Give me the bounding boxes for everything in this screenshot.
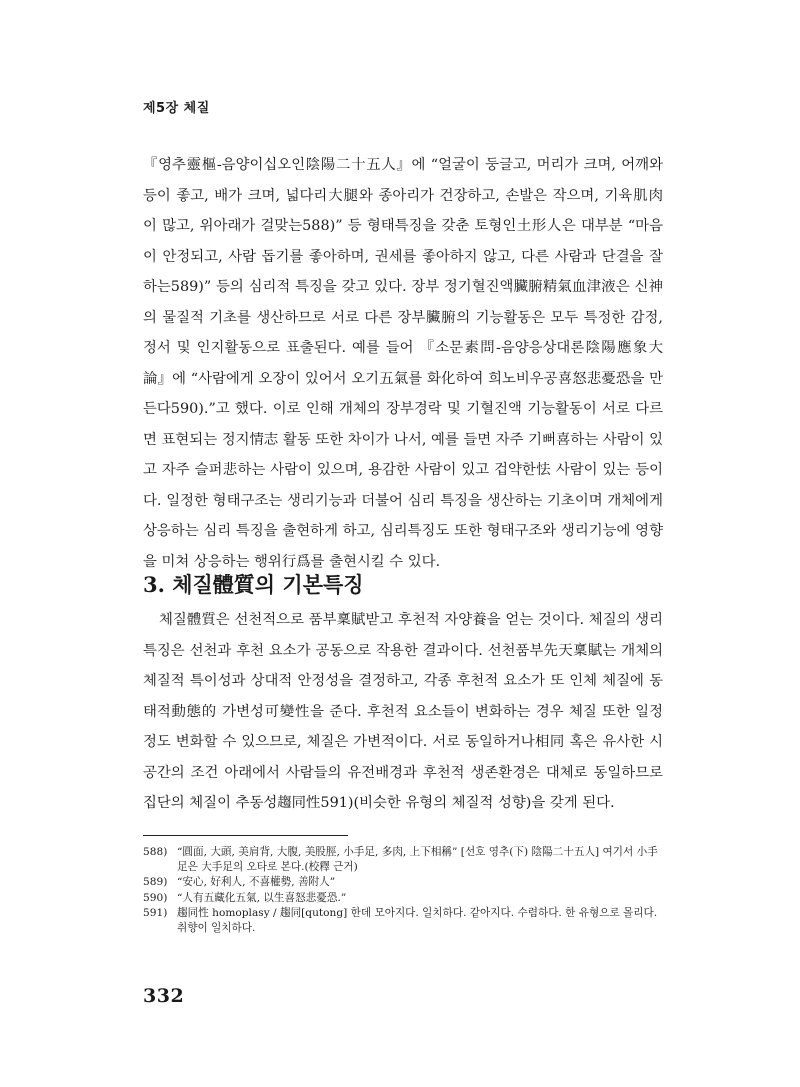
- footnote-item: [143, 845, 668, 875]
- footnote-text: “圓面, 大頭, 美肩背, 大腹, 美股脛, 小手足, 多肉, 上下相稱” [선호 영추(下) 陰陽二十五人] 여기서 小手足은 大手足의 오타로 본다.(校釋 근거): [177, 846, 658, 874]
- footnote-divider: [143, 835, 348, 836]
- footnote-text: 趨同性 homoplasy / 趨同[qutong] 한데 모아지다. 일치하다. 같아지다. 수렴하다. 한 유형으로 몰리다. 취향이 일치하다.: [177, 906, 658, 935]
- footnote-item: [143, 906, 668, 936]
- section-heading: 3. 체질體質의 기본특징: [143, 572, 364, 597]
- footnote-list: [143, 845, 668, 936]
- footnote-text: “安心, 好利人, 不喜權勢, 善附人”: [177, 876, 336, 889]
- footnote-item: [143, 875, 668, 890]
- footnote-text: “人有五藏化五氣, 以生喜怒悲憂恐.”: [177, 891, 347, 904]
- page-number: 332: [143, 985, 185, 1007]
- paragraph-body-2: [143, 605, 663, 819]
- footnote-number: 590): [143, 891, 168, 904]
- footnote-number: 589): [143, 876, 168, 889]
- paragraph-2-text: 체질體質은 선천적으로 품부稟賦받고 후천적 자양養을 얻는 것이다. 체질의 생리특징은 선천과 후천 요소가 공동으로 작용한 결과이다. 선천품부先天稟賦는 개체의 체질적 특이성과 상대적 안정성을 결정하고, 각종 후천적 요소가 또 인체 체질에 동태적動態的 가변성可變性을 준다. 후천적 요소들이 변화하는 경우 체질 또한 일정 정도 변화할 수 있으므로, 체질은 가변적이다. 서로 동일하거나相同 혹은 유사한 시공간의 조건 아래에서 사람들의 유전배경과 후천적 생존환경은 대체로 동일하므로 집단의 체질이 추동성趨同性591)(비슷한 유형의 체질적 성향)을 갖게 된다.: [143, 612, 663, 811]
- paragraph-body-1: 『영추靈樞-음양이십오인陰陽二十五人』에 “얼굴이 둥글고, 머리가 크며, 어깨와 등이 좋고, 배가 크며, 넓다리大腿와 종아리가 건장하고, 손발은 작으며, 기육肌肉이 많고, 위아래가 걸맞는588)” 등 형태특징을 갖춘 토형인土形人은 대부분 “마음이 안정되고, 사람 돕기를 좋아하며, 권세를 좋아하지 않고, 다른 사람과 단결을 잘 하는589)” 등의 심리적 특징을 갖고 있다. 장부 정기혈진액臟腑精氣血津液은 신神의 물질적 기초를 생산하므로 서로 다른 장부臟腑의 기능활동은 모두 특정한 감정, 정서 및 인지활동으로 표출된다. 예를 들어 『소문素問-음양응상대론陰陽應象大論』에 “사람에게 오장이 있어서 오기五氣를 화化하여 희노비우공喜怒悲憂恐을 만든다590).”고 했다. 이로 인해 개체의 장부경락 및 기혈진액 기능활동이 서로 다르면 표현되는 정지情志 활동 또한 차이가 나서, 예를 들면 자주 기뻐喜하는 사람이 있고 자주 슬퍼悲하는 사람이 있으며, 용감한 사람이 있고 겁약한怯 사람이 있는 등이다. 일정한 형태구조는 생리기능과 더불어 심리 특징을 생산하는 기초이며 개체에게 상응하는 심리 특징을 출현하게 하고, 심리특징도 또한 형태구조와 생리기능에 영향을 미쳐 상응하는 행위行爲를 출현시킬 수 있다.: [143, 157, 663, 570]
- running-head: 제5장 체질: [143, 101, 210, 116]
- footnote-number: 588): [143, 846, 168, 858]
- footnote-item: [143, 891, 668, 906]
- footnote-number: 591): [143, 906, 168, 919]
